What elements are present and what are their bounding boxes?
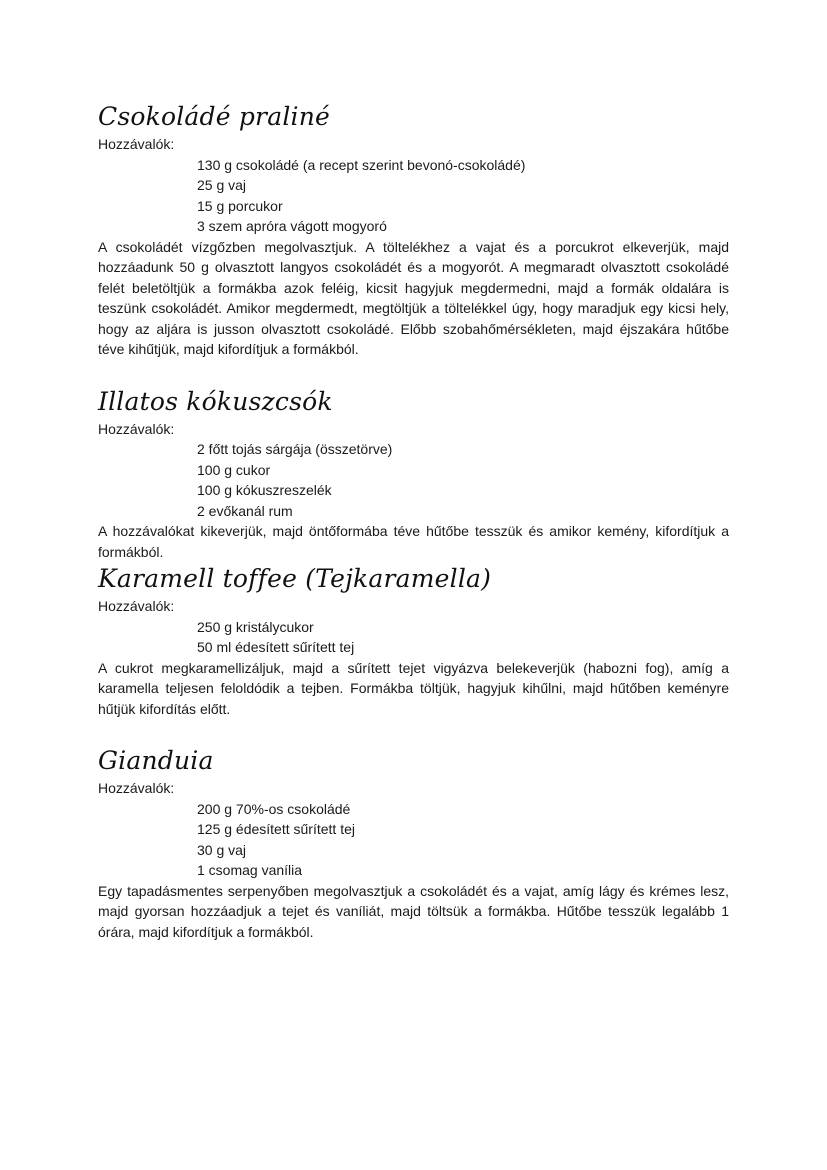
ingredients-label: Hozzávalók: bbox=[98, 136, 175, 152]
ingredient-item: 125 g édesített sűrített tej bbox=[197, 821, 355, 837]
recipe-title: Illatos kókuszcsók bbox=[98, 386, 333, 416]
spacer bbox=[98, 719, 729, 744]
ingredient-item: 200 g 70%-os csokoládé bbox=[197, 800, 351, 817]
ingredient-list bbox=[98, 799, 729, 881]
ingredient-item: 15 g porcukor bbox=[197, 197, 283, 214]
recipe-description: A cukrot megkaramellizáljuk, majd a sűrített tejet vigyázva belekeverjük (habozni fog), amíg a karamella teljesen feloldódik a tejben. Formákba töltjük, hagyjuk kihűlni, majd hűtőben keményre hűtjük kifordítás előtt. bbox=[98, 659, 729, 717]
recipe-title: Csokoládé praliné bbox=[98, 102, 331, 131]
recipe-description: Egy tapadásmentes serpenyőben megolvasztjuk a csokoládét és a vajat, amíg lágy és krémes lesz, majd gyorsan hozzáadjuk a tejet és vaníliát, majd töltsük a formákba. Hűtőbe tesszük legalább 1 órára, majd kifordítjuk a formákból. bbox=[98, 882, 729, 940]
ingredient-list bbox=[98, 439, 729, 521]
recipe-csokolade-praline bbox=[98, 100, 729, 360]
ingredient-item: 50 ml édesített sűrített tej bbox=[197, 639, 355, 655]
ingredient-item: 30 g vaj bbox=[197, 841, 247, 858]
recipe-illatos-kokuszcsok bbox=[98, 385, 729, 563]
ingredient-list bbox=[98, 155, 729, 237]
ingredient-list bbox=[98, 617, 729, 658]
ingredient-item: 100 g cukor bbox=[197, 461, 271, 478]
recipe-karamell-toffee bbox=[98, 562, 729, 719]
ingredient-item: 1 csomag vanília bbox=[197, 862, 303, 878]
ingredient-item: 25 g vaj bbox=[197, 177, 247, 193]
recipe-title: Gianduia bbox=[98, 746, 214, 775]
ingredients-label: Hozzávalók: bbox=[98, 780, 175, 796]
ingredient-item: 3 szem apróra vágott mogyoró bbox=[197, 218, 387, 234]
ingredient-item: 100 g kókuszreszelék bbox=[197, 482, 332, 498]
ingredients-label: Hozzávalók: bbox=[98, 598, 175, 614]
recipe-title: Karamell toffee (Tejkaramella) bbox=[98, 564, 492, 593]
ingredient-item: 250 g kristálycukor bbox=[197, 618, 314, 635]
ingredient-item: 2 főtt tojás sárgája (összetörve) bbox=[197, 441, 393, 457]
document-page bbox=[98, 100, 729, 942]
ingredient-item: 130 g csokoládé (a recept szerint bevonó-csokoládé) bbox=[197, 156, 526, 173]
ingredient-item: 2 evőkanál rum bbox=[197, 502, 293, 519]
recipe-description: A hozzávalókat kikeverjük, majd öntőformába téve hűtőbe tesszük és amikor kemény, kifordítjuk a formákból. bbox=[98, 523, 729, 560]
ingredients-label: Hozzávalók: bbox=[98, 420, 175, 437]
spacer bbox=[98, 360, 729, 385]
recipe-gianduia bbox=[98, 744, 729, 942]
recipe-description: A csokoládét vízgőzben megolvasztjuk. A töltelékhez a vajat és a porcukrot elkeverjük, majd hozzáadunk 50 g olvasztott langyos csokoládét és a mogyorót. A megmaradt olvasztott csokoládé felét beletöltjük a formákba azok feléig, kicsit hagyjuk megdermedni, majd a formák oldalára is teszünk csokoládét. Amikor megdermedt, megtöltjük a töltelékkel úgy, hogy maradjuk egy kicsi hely, hogy az aljára is jusson olvasztott csokoládé. Előbb szobahőmérsékleten, majd éjszakára hűtőbe téve kihűtjük, majd kifordítjuk a formákból. bbox=[98, 238, 729, 357]
